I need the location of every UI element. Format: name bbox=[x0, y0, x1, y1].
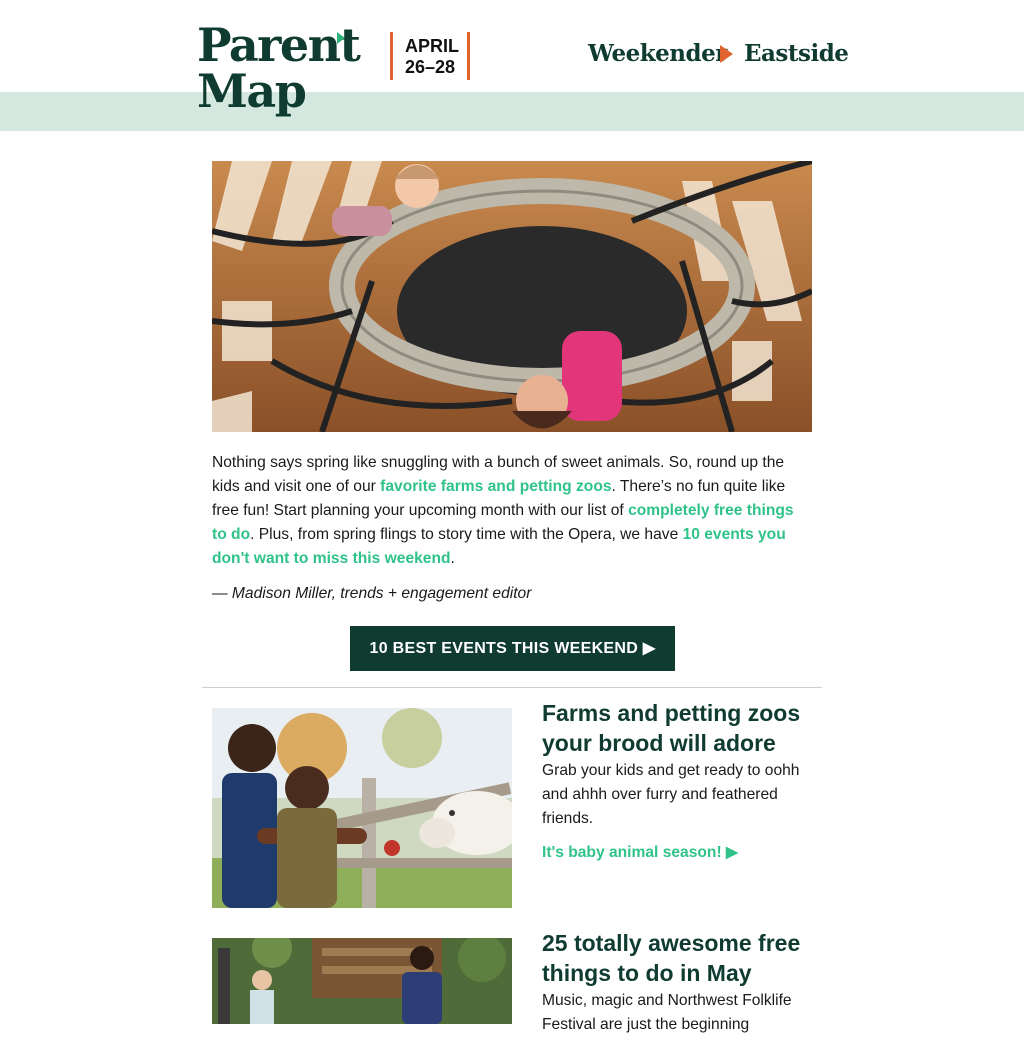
festival-photo-icon bbox=[212, 938, 512, 1024]
logo-word-parent: Parent bbox=[197, 18, 360, 72]
intro-text-4: . bbox=[450, 550, 455, 567]
link-10-events[interactable]: 10 events you don't want to miss this weekend bbox=[212, 526, 786, 567]
intro-paragraph bbox=[212, 451, 812, 571]
article-desc-free-things: Music, magic and Northwest Folklife Festival are just the beginning bbox=[542, 992, 792, 1033]
edition-weekender: Weekender bbox=[588, 40, 727, 67]
link-farms-petting-zoos[interactable]: favorite farms and petting zoos bbox=[380, 478, 612, 495]
article-image-free-things[interactable] bbox=[212, 938, 512, 1024]
playground-photo-icon bbox=[212, 161, 812, 432]
intro-text-1: Nothing says spring like snuggling with a bunch of sweet animals. So, round up the kids and visit one of our bbox=[212, 454, 785, 495]
intro-text-3: . Plus, from spring flings to story time with the Opera, we have bbox=[250, 526, 683, 543]
parentmap-logo[interactable] bbox=[197, 18, 360, 122]
logo-word-map: Map bbox=[197, 64, 306, 118]
best-events-button[interactable]: 10 BEST EVENTS THIS WEEKEND ▶ bbox=[350, 626, 675, 671]
header-band bbox=[0, 92, 1024, 131]
article-link-farms[interactable]: It's baby animal season! ▶ bbox=[542, 844, 738, 861]
link-free-things[interactable]: completely free things to do bbox=[212, 502, 794, 543]
edition-label bbox=[588, 38, 849, 70]
article-title-farms[interactable]: Farms and petting zoos your brood will adore bbox=[542, 700, 801, 756]
play-triangle-icon bbox=[720, 45, 733, 63]
intro-text-2: . There’s no fun quite like free fun! Start planning your upcoming month with our list of bbox=[212, 478, 786, 519]
article-desc-farms: Grab your kids and get ready to oohh and ahhh over furry and feathered friends. bbox=[542, 762, 800, 827]
logo-triangle-icon bbox=[337, 32, 345, 44]
article-image-farms[interactable] bbox=[212, 708, 512, 908]
issue-month: APRIL bbox=[405, 36, 459, 56]
email-header bbox=[0, 0, 1024, 131]
article-title-free-things[interactable]: 25 totally awesome free things to do in May bbox=[542, 930, 801, 986]
petting-zoo-photo-icon bbox=[212, 708, 512, 908]
edition-region: Eastside bbox=[744, 40, 849, 67]
issue-days: 26–28 bbox=[405, 57, 456, 77]
hero-image[interactable] bbox=[212, 161, 812, 432]
issue-date bbox=[390, 32, 470, 80]
editor-signature: — Madison Miller, trends + engagement editor bbox=[212, 585, 532, 602]
section-divider bbox=[202, 687, 822, 688]
